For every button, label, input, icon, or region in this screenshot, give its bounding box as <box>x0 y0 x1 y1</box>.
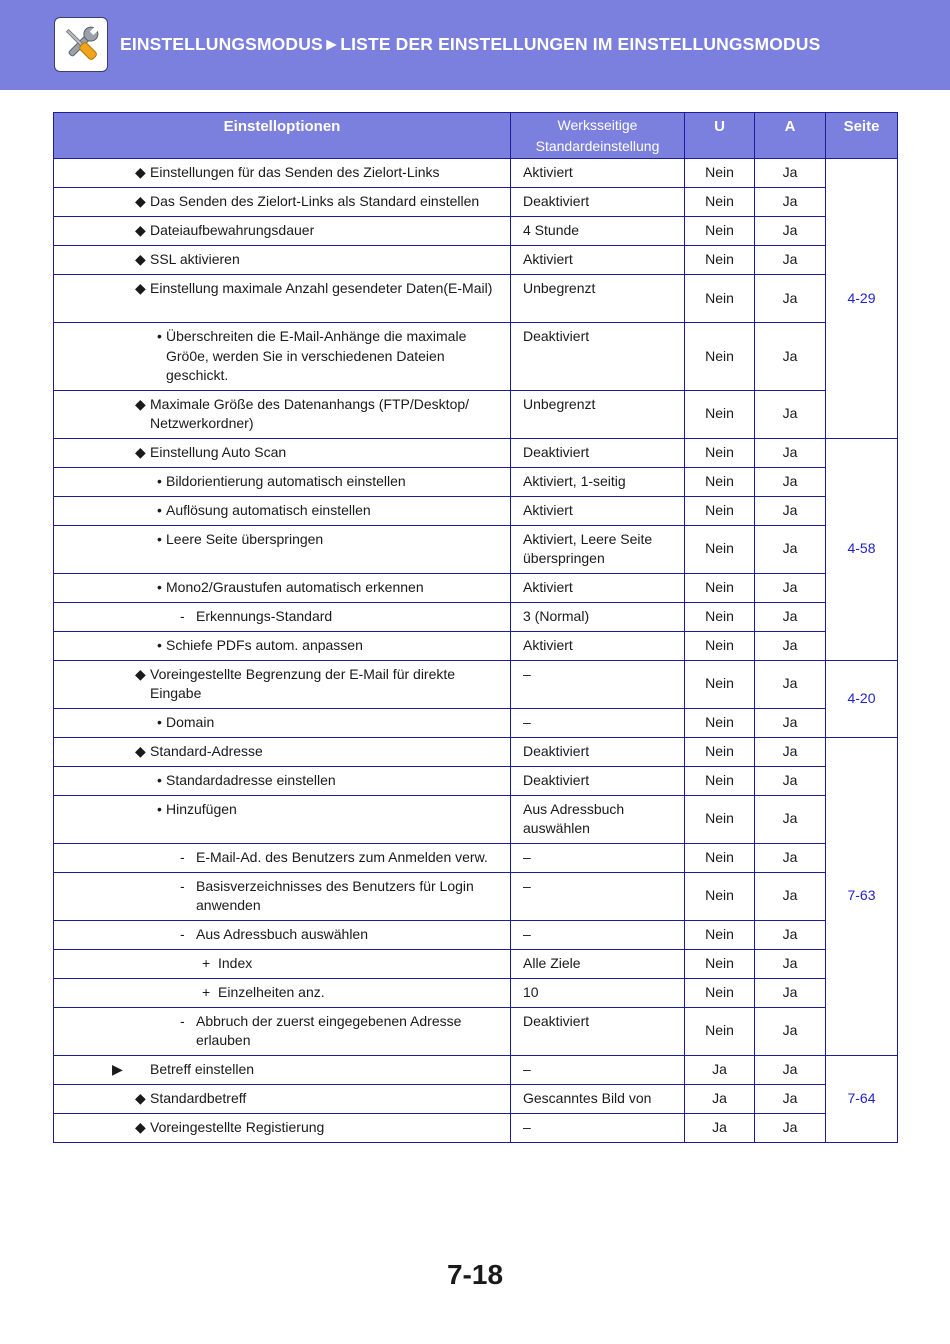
diamond-icon: ◆ <box>135 1118 146 1135</box>
option-label: Einstellung Auto Scan <box>150 443 287 460</box>
page-ref[interactable]: 7-64 <box>826 1055 898 1142</box>
a-value: Ja <box>755 525 826 573</box>
default-value: Aktiviert, Leere Seite überspringen <box>511 525 685 573</box>
u-value: Nein <box>685 323 755 391</box>
option-cell <box>54 978 511 1007</box>
u-value: Nein <box>685 843 755 872</box>
table-row <box>54 246 898 275</box>
default-value: Alle Ziele <box>511 949 685 978</box>
option-cell <box>54 872 511 920</box>
option-label: Mono2/Graustufen automatisch erkennen <box>166 578 424 595</box>
table-header-row <box>54 113 898 159</box>
table-row <box>54 949 898 978</box>
u-value: Nein <box>685 188 755 217</box>
default-value: Unbegrenzt <box>511 390 685 438</box>
a-value: Ja <box>755 323 826 391</box>
option-cell <box>54 708 511 737</box>
diamond-icon: ◆ <box>135 665 146 682</box>
option-label: Voreingestellte Registierung <box>150 1118 325 1135</box>
option-label: Auflösung automatisch einstellen <box>166 501 371 518</box>
table-row <box>54 766 898 795</box>
u-value: Nein <box>685 708 755 737</box>
table-row <box>54 795 898 843</box>
tools-icon <box>54 17 108 72</box>
option-cell <box>54 467 511 496</box>
bullet-icon: • <box>157 771 162 788</box>
bullet-icon: • <box>157 636 162 653</box>
a-value: Ja <box>755 872 826 920</box>
option-label: Einstellung maximale Anzahl gesendeter Daten(E-Mail) <box>150 280 493 296</box>
option-cell <box>54 323 511 391</box>
option-label: Standardbetreff <box>150 1089 247 1106</box>
u-value: Nein <box>685 766 755 795</box>
option-cell <box>54 159 511 188</box>
header-default-line1: Werksseitige <box>557 117 638 133</box>
default-value: – <box>511 660 685 708</box>
option-label: SSL aktivieren <box>150 251 240 267</box>
diamond-icon: ◆ <box>135 395 146 412</box>
u-value: Nein <box>685 159 755 188</box>
option-label: Betreff einstellen <box>150 1060 255 1077</box>
option-cell <box>54 188 511 217</box>
a-value: Ja <box>755 602 826 631</box>
header-u: U <box>685 113 755 159</box>
bullet-icon: • <box>157 578 162 595</box>
option-cell <box>54 217 511 246</box>
a-value: Ja <box>755 573 826 602</box>
default-value: 4 Stunde <box>511 217 685 246</box>
settings-table <box>53 112 898 1143</box>
table-row <box>54 631 898 660</box>
u-value: Nein <box>685 246 755 275</box>
a-value: Ja <box>755 275 826 323</box>
u-value: Nein <box>685 525 755 573</box>
u-value: Nein <box>685 438 755 467</box>
option-cell <box>54 766 511 795</box>
table-row <box>54 525 898 573</box>
dash-icon: - <box>180 877 185 894</box>
dash-icon: - <box>180 607 185 624</box>
a-value: Ja <box>755 188 826 217</box>
a-value: Ja <box>755 795 826 843</box>
default-value: Deaktiviert <box>511 438 685 467</box>
default-value: Aus Adressbuch auswählen <box>511 795 685 843</box>
page-title: EINSTELLUNGSMODUS►LISTE DER EINSTELLUNGEN IM EINSTELLUNGSMODUS <box>120 34 821 54</box>
option-label: Schiefe PDFs autom. anpassen <box>166 636 363 653</box>
a-value: Ja <box>755 1084 826 1113</box>
table-row <box>54 467 898 496</box>
option-cell <box>54 949 511 978</box>
default-value: – <box>511 1113 685 1142</box>
bullet-icon: • <box>157 713 162 730</box>
option-cell <box>54 737 511 766</box>
option-cell <box>54 275 511 323</box>
a-value: Ja <box>755 660 826 708</box>
u-value: Nein <box>685 390 755 438</box>
option-cell <box>54 246 511 275</box>
default-value: 3 (Normal) <box>511 602 685 631</box>
a-value: Ja <box>755 467 826 496</box>
option-label: Basisverzeichnisses des Benutzers für Login anwenden <box>196 877 474 913</box>
default-value: – <box>511 843 685 872</box>
option-label: Index <box>218 954 253 971</box>
a-value: Ja <box>755 246 826 275</box>
diamond-icon: ◆ <box>135 222 146 238</box>
table-row <box>54 843 898 872</box>
option-cell <box>54 438 511 467</box>
a-value: Ja <box>755 843 826 872</box>
page-ref[interactable]: 4-29 <box>826 159 898 439</box>
page-number: 7-18 <box>446 1259 504 1290</box>
u-value: Nein <box>685 631 755 660</box>
a-value: Ja <box>755 390 826 438</box>
option-cell <box>54 631 511 660</box>
option-cell <box>54 1055 511 1084</box>
option-cell <box>54 496 511 525</box>
u-value: Ja <box>685 1084 755 1113</box>
table-row <box>54 978 898 1007</box>
header-a: A <box>755 113 826 159</box>
diamond-icon: ◆ <box>135 1089 146 1106</box>
option-label: Das Senden des Zielort-Links als Standard einstellen <box>150 193 480 209</box>
default-value: – <box>511 1055 685 1084</box>
default-value: Aktiviert <box>511 631 685 660</box>
u-value: Nein <box>685 978 755 1007</box>
u-value: Nein <box>685 660 755 708</box>
u-value: Nein <box>685 467 755 496</box>
plus-icon: + <box>202 954 211 971</box>
option-label: Einstellungen für das Senden des Zielort-Links <box>150 164 440 180</box>
option-label: Standardadresse einstellen <box>166 771 336 788</box>
table-row <box>54 602 898 631</box>
a-value: Ja <box>755 438 826 467</box>
default-value: Deaktiviert <box>511 188 685 217</box>
option-cell <box>54 525 511 573</box>
option-cell <box>54 843 511 872</box>
u-value: Nein <box>685 795 755 843</box>
option-label: Voreingestellte Begrenzung der E-Mail für direkte Eingabe <box>150 665 456 701</box>
option-label: Domain <box>166 713 215 730</box>
diamond-icon: ◆ <box>135 280 146 296</box>
option-label: Maximale Größe des Datenanhangs (FTP/Desktop/ Netzwerkordner) <box>150 395 470 431</box>
default-value: – <box>511 920 685 949</box>
table-row <box>54 323 898 391</box>
table-row <box>54 217 898 246</box>
table-row <box>54 438 898 467</box>
option-cell <box>54 1084 511 1113</box>
u-value: Nein <box>685 573 755 602</box>
u-value: Nein <box>685 496 755 525</box>
u-value: Ja <box>685 1055 755 1084</box>
option-label: Erkennungs-Standard <box>196 607 333 624</box>
u-value: Nein <box>685 949 755 978</box>
option-label: Aus Adressbuch auswählen <box>196 925 368 942</box>
option-label: Bildorientierung automatisch einstellen <box>166 472 406 489</box>
default-value: Aktiviert <box>511 246 685 275</box>
option-cell <box>54 795 511 843</box>
a-value: Ja <box>755 708 826 737</box>
a-value: Ja <box>755 159 826 188</box>
default-value: Gescanntes Bild von <box>511 1084 685 1113</box>
option-cell <box>54 390 511 438</box>
diamond-icon: ◆ <box>135 193 146 209</box>
default-value: Aktiviert, 1-seitig <box>511 467 685 496</box>
table-row <box>54 708 898 737</box>
default-value: Unbegrenzt <box>511 275 685 323</box>
option-cell <box>54 1007 511 1055</box>
u-value: Nein <box>685 737 755 766</box>
u-value: Nein <box>685 1007 755 1055</box>
default-value: Aktiviert <box>511 496 685 525</box>
option-label: Leere Seite überspringen <box>166 530 324 547</box>
table-row <box>54 390 898 438</box>
option-label: Überschreiten die E-Mail-Anhänge die maximale Grö0e, werden Sie in verschiedenen Dateien geschickt. <box>166 328 467 383</box>
header-page: Seite <box>826 113 898 159</box>
table-row <box>54 1084 898 1113</box>
default-value: Deaktiviert <box>511 1007 685 1055</box>
dash-icon: - <box>180 848 185 865</box>
a-value: Ja <box>755 1007 826 1055</box>
default-value: – <box>511 708 685 737</box>
u-value: Nein <box>685 217 755 246</box>
default-value: Deaktiviert <box>511 766 685 795</box>
a-value: Ja <box>755 496 826 525</box>
u-value: Nein <box>685 602 755 631</box>
option-cell <box>54 602 511 631</box>
page-ref[interactable]: 7-63 <box>826 737 898 1055</box>
u-value: Ja <box>685 1113 755 1142</box>
bullet-icon: • <box>157 501 162 518</box>
option-cell <box>54 660 511 708</box>
a-value: Ja <box>755 920 826 949</box>
u-value: Nein <box>685 920 755 949</box>
header-banner <box>0 0 950 90</box>
option-label: Abbruch der zuerst eingegebenen Adresse erlauben <box>196 1012 462 1048</box>
page-ref[interactable]: 4-20 <box>826 660 898 737</box>
bullet-icon: • <box>157 800 162 817</box>
default-value: Aktiviert <box>511 159 685 188</box>
a-value: Ja <box>755 766 826 795</box>
a-value: Ja <box>755 217 826 246</box>
u-value: Nein <box>685 872 755 920</box>
option-label: Dateiaufbewahrungsdauer <box>150 222 315 238</box>
option-cell <box>54 573 511 602</box>
diamond-icon: ◆ <box>135 164 146 180</box>
table-row <box>54 275 898 323</box>
a-value: Ja <box>755 1055 826 1084</box>
table-row <box>54 159 898 188</box>
option-cell <box>54 920 511 949</box>
table-row <box>54 573 898 602</box>
table-row <box>54 872 898 920</box>
bullet-icon: • <box>157 472 162 489</box>
page-ref[interactable]: 4-58 <box>826 438 898 660</box>
bullet-icon: • <box>157 530 162 547</box>
table-row <box>54 920 898 949</box>
a-value: Ja <box>755 631 826 660</box>
option-label: Einzelheiten anz. <box>218 983 325 1000</box>
header-default-line2: Standardeinstellung <box>535 138 660 154</box>
header-options: Einstelloptionen <box>54 113 511 159</box>
option-label: Hinzufügen <box>166 800 237 817</box>
default-value: 10 <box>511 978 685 1007</box>
triangle-icon: ▶ <box>112 1060 123 1077</box>
table-row <box>54 1055 898 1084</box>
default-value: Deaktiviert <box>511 323 685 391</box>
default-value: – <box>511 872 685 920</box>
u-value: Nein <box>685 275 755 323</box>
dash-icon: - <box>180 1012 185 1029</box>
default-value: Aktiviert <box>511 573 685 602</box>
a-value: Ja <box>755 978 826 1007</box>
a-value: Ja <box>755 1113 826 1142</box>
table-row <box>54 737 898 766</box>
table-row <box>54 1007 898 1055</box>
diamond-icon: ◆ <box>135 443 146 460</box>
dash-icon: - <box>180 925 185 942</box>
plus-icon: + <box>202 983 211 1000</box>
default-value: Deaktiviert <box>511 737 685 766</box>
diamond-icon: ◆ <box>135 742 146 759</box>
header-default <box>511 113 685 159</box>
option-label: Standard-Adresse <box>150 742 263 759</box>
table-row <box>54 1113 898 1142</box>
table-row <box>54 660 898 708</box>
table-row <box>54 496 898 525</box>
option-label: E-Mail-Ad. des Benutzers zum Anmelden verw. <box>196 848 488 865</box>
bullet-icon: • <box>157 328 162 344</box>
a-value: Ja <box>755 949 826 978</box>
a-value: Ja <box>755 737 826 766</box>
diamond-icon: ◆ <box>135 251 146 267</box>
option-cell <box>54 1113 511 1142</box>
table-row <box>54 188 898 217</box>
